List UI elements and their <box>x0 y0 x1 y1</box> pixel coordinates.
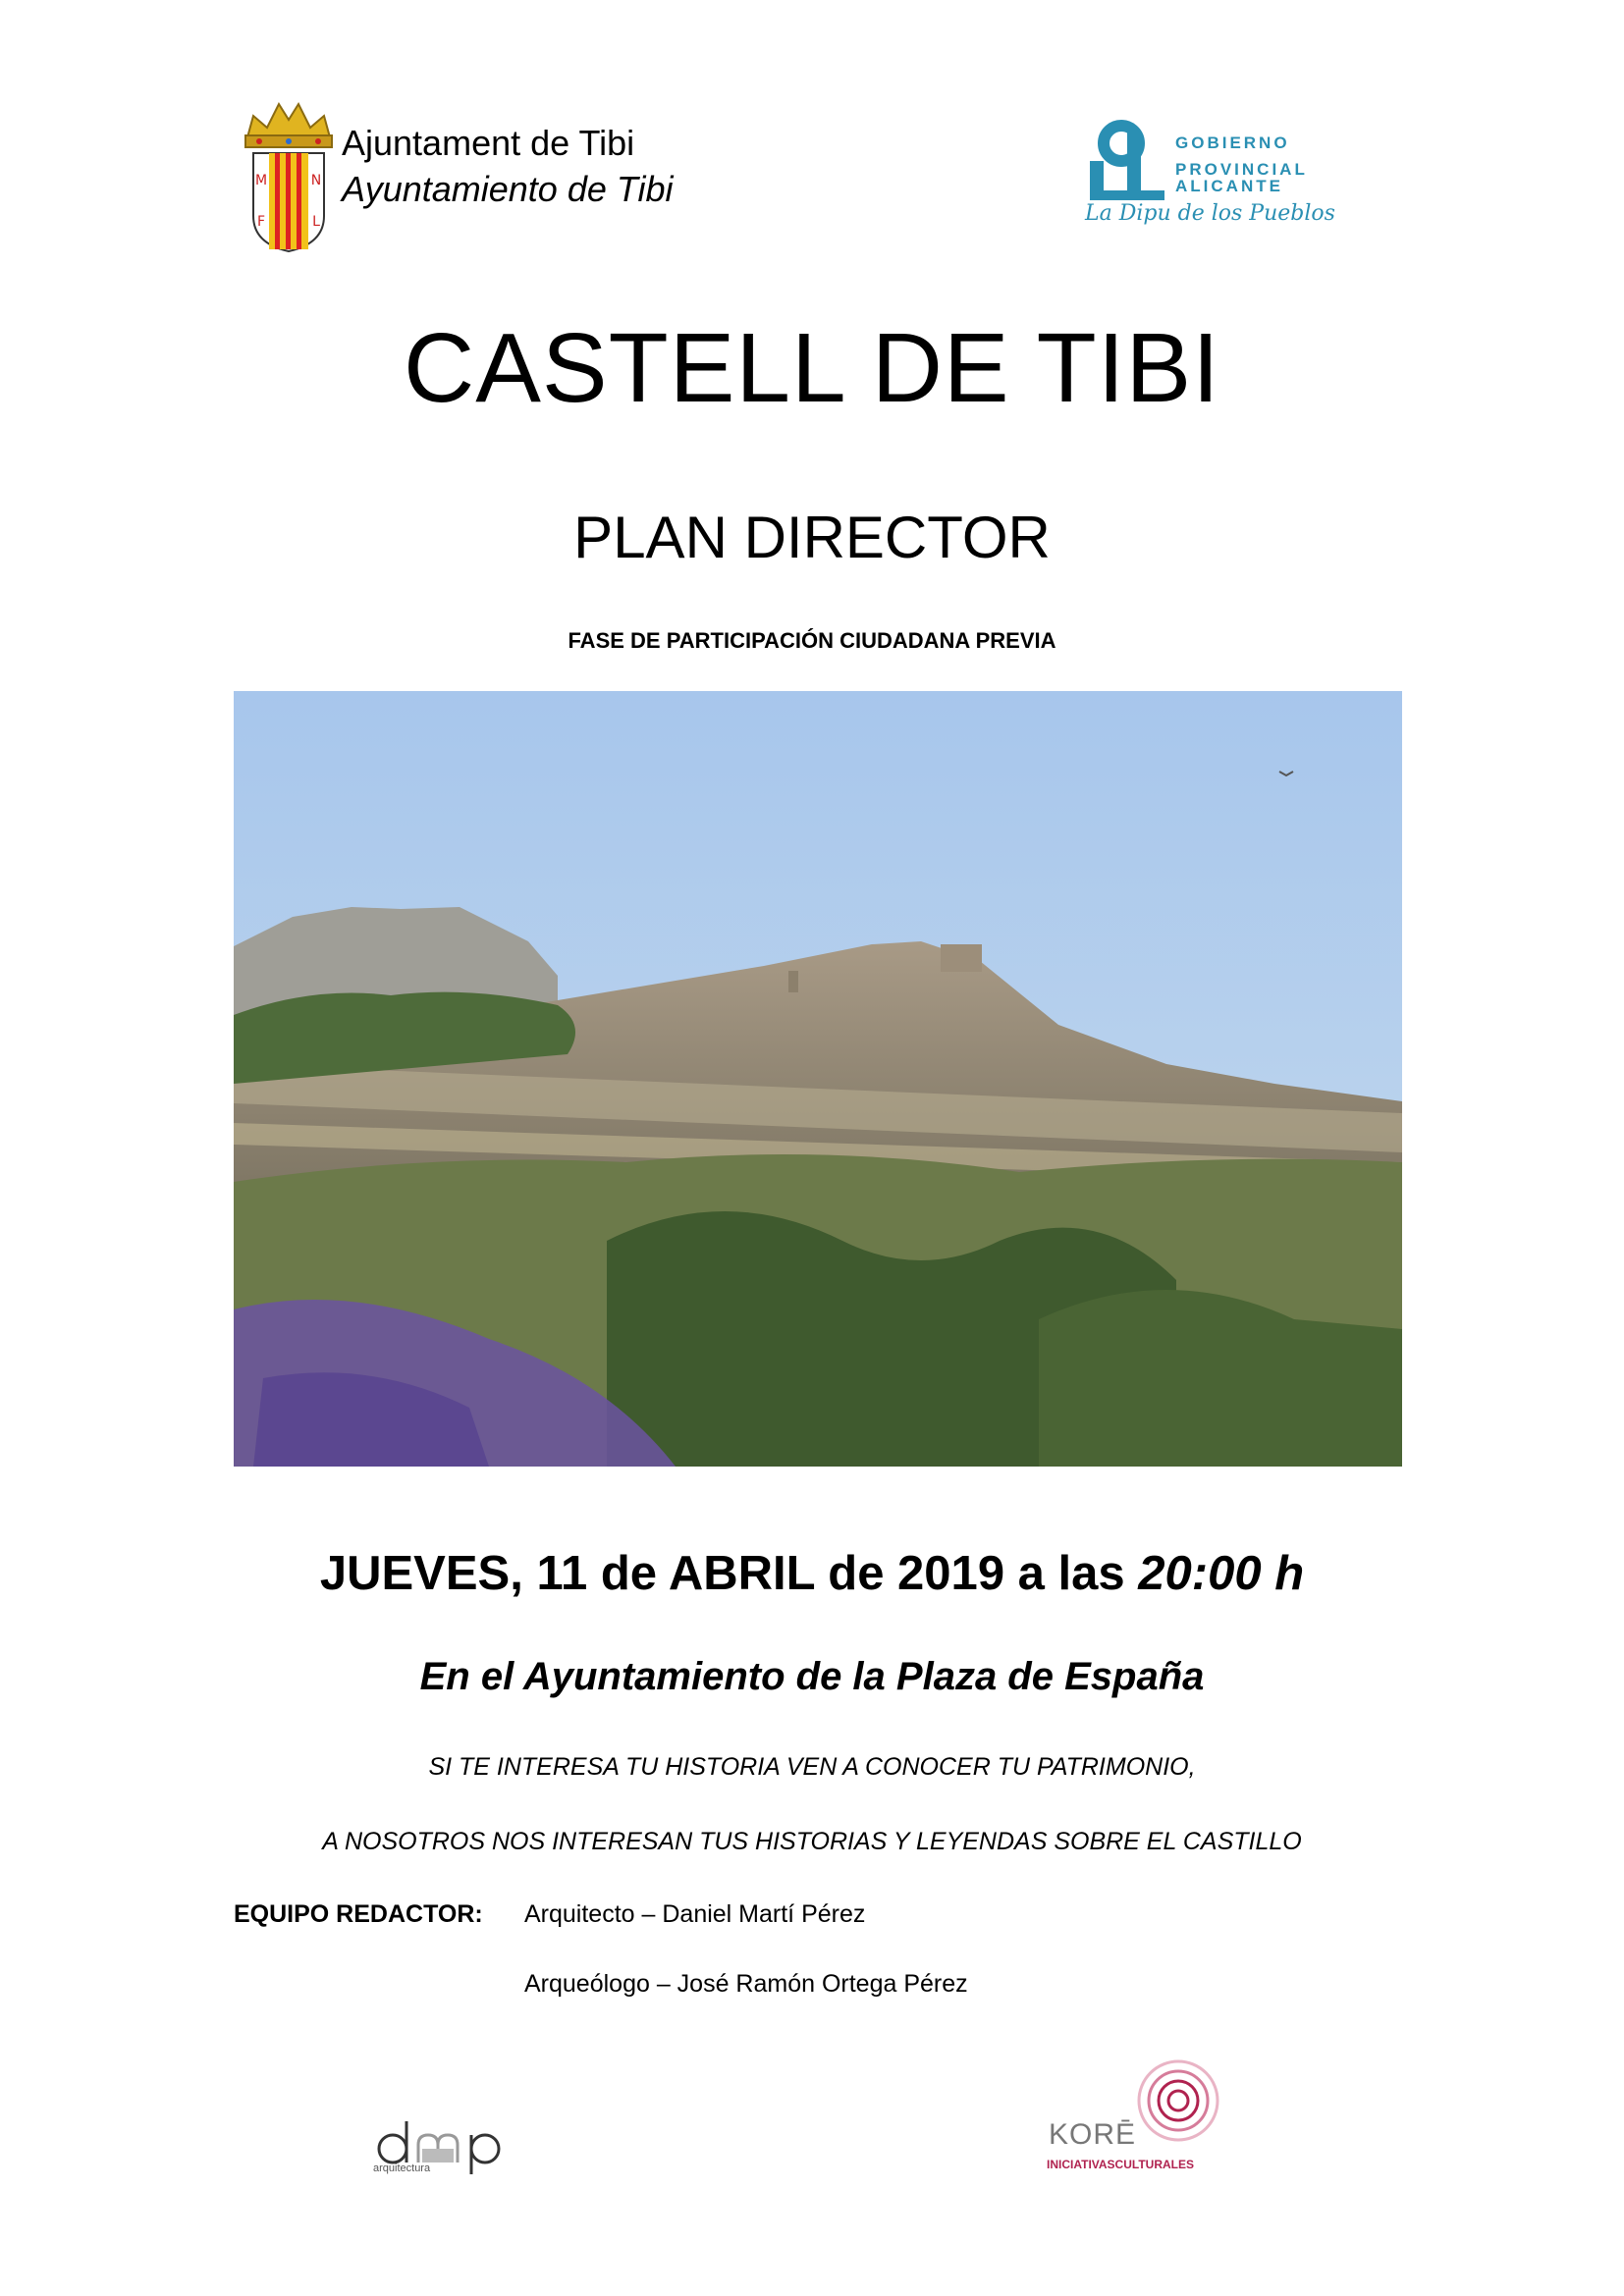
event-message-2: A NOSOTROS NOS INTERESAN TUS HISTORIAS Y LEYENDAS SOBRE EL CASTILLO <box>322 1828 1302 1855</box>
kore-logo-word: KORĒ <box>1049 2118 1137 2151</box>
team-member-architect: Arquitecto – Daniel Martí Pérez <box>524 1900 866 1928</box>
shield-letter: F <box>256 214 266 230</box>
dip-logo-text-provincial: PROVINCIAL <box>1175 160 1308 179</box>
phase-label: FASE DE PARTICIPACIÓN CIUDADANA PREVIA <box>568 628 1056 653</box>
kore-logo-subtitle: INICIATIVASCULTURALES <box>1047 2158 1194 2171</box>
castle-photo <box>234 691 1402 1467</box>
team-member-archaeologist: Arqueólogo – José Ramón Ortega Pérez <box>524 1970 968 1998</box>
event-date <box>0 1546 1624 1601</box>
team-label: EQUIPO REDACTOR: <box>234 1900 483 1928</box>
dip-logo-slogan: La Dipu de los Pueblos <box>1085 201 1335 226</box>
tibi-logo-text-valencian: Ajuntament de Tibi <box>342 123 635 163</box>
event-time: 20:00 h <box>1138 1547 1305 1600</box>
dip-logo-text-gobierno: GOBIERNO <box>1175 133 1290 152</box>
page-subtitle: PLAN DIRECTOR <box>573 505 1051 570</box>
dmp-logo-subtitle: arquitectura <box>373 2163 431 2174</box>
shield-letter: N <box>310 173 322 188</box>
shield-letter: L <box>312 214 320 230</box>
shield-letter: M <box>254 173 268 188</box>
event-message-1: SI TE INTERESA TU HISTORIA VEN A CONOCER TU PATRIMONIO, <box>428 1753 1196 1781</box>
event-date-text: JUEVES, 11 de ABRIL de 2019 a las <box>319 1547 1139 1600</box>
dip-logo-text-alicante: ALICANTE <box>1175 177 1283 195</box>
event-place: En el Ayuntamiento de la Plaza de España <box>419 1655 1205 1698</box>
page-title: CASTELL DE TIBI <box>404 313 1220 423</box>
dip-logo-icon <box>1080 118 1168 206</box>
tibi-logo-text-spanish: Ayuntamiento de Tibi <box>342 169 674 209</box>
dmp-logo <box>371 2115 528 2194</box>
tibi-coat-of-arms-icon <box>240 98 338 255</box>
castle-landscape-photo <box>234 691 1402 1467</box>
